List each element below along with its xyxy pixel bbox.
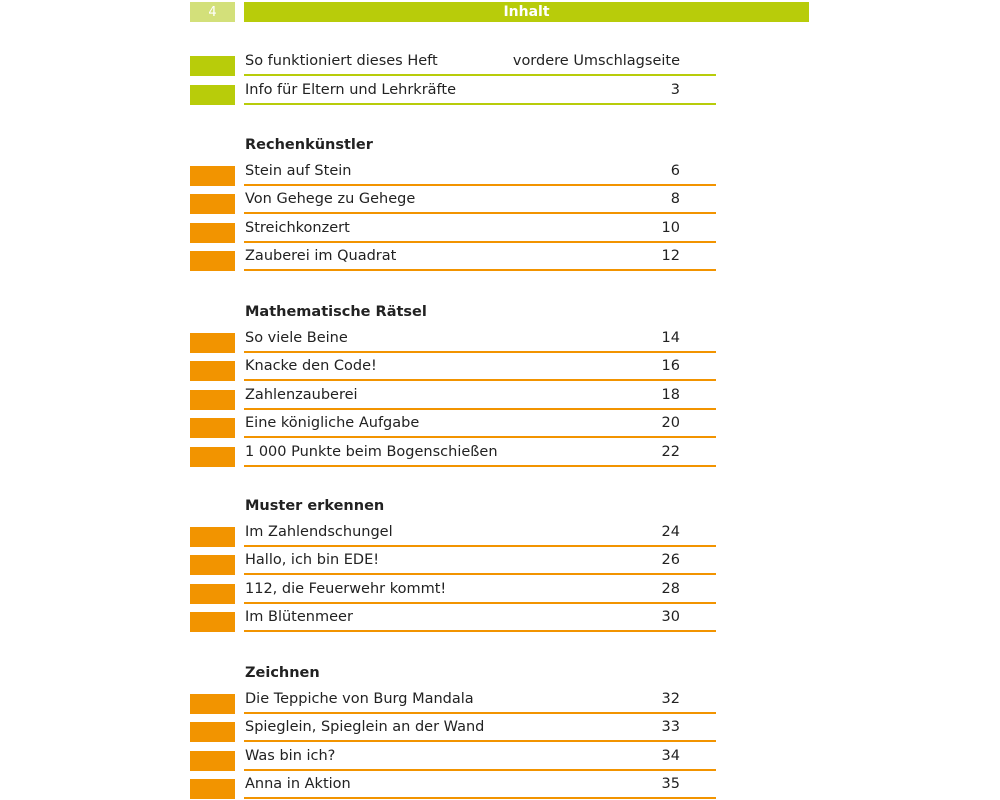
- entry-title: 112, die Feuerwehr kommt!: [245, 580, 447, 597]
- entry-page-number: 8: [670, 191, 680, 208]
- entry-marker: [190, 418, 235, 438]
- entry-page-number: 16: [661, 358, 680, 375]
- toc-entry[interactable]: [190, 186, 716, 214]
- toc-entry[interactable]: [190, 547, 716, 575]
- entry-page-number: 28: [661, 580, 680, 597]
- entry-title: So funktioniert dieses Heft: [245, 53, 438, 69]
- entry-title: Zauberei im Quadrat: [245, 248, 397, 265]
- toc-entry[interactable]: [190, 439, 716, 467]
- toc-entry[interactable]: [190, 325, 716, 353]
- toc-entry[interactable]: [190, 243, 716, 271]
- entry-marker: [190, 527, 235, 547]
- entry-title: Im Zahlendschungel: [245, 524, 393, 540]
- entry-page-number: 6: [670, 163, 680, 179]
- entry-marker: [190, 694, 235, 714]
- entry-marker: [190, 612, 235, 632]
- entry-marker: [190, 555, 235, 575]
- toc-entry[interactable]: [190, 48, 716, 76]
- entry-title: Streichkonzert: [245, 219, 350, 236]
- toc-entry[interactable]: [190, 604, 716, 632]
- toc-entry[interactable]: [190, 215, 716, 243]
- entry-page-number: 34: [661, 747, 680, 764]
- entry-underline: [244, 797, 716, 799]
- entry-title: Knacke den Code!: [245, 358, 377, 375]
- entry-marker: [190, 779, 235, 799]
- entry-title: Eine königliche Aufgabe: [245, 415, 420, 432]
- entry-page-number: 24: [661, 524, 680, 540]
- toc-entry[interactable]: [190, 382, 716, 410]
- entry-page-number: 22: [661, 443, 680, 460]
- entry-page-number: 18: [661, 386, 680, 403]
- entry-marker: [190, 751, 235, 771]
- entry-page-number: 32: [661, 691, 680, 707]
- entry-page-number: 30: [661, 609, 680, 626]
- entry-page-number: 3: [670, 81, 680, 98]
- entry-underline: [244, 269, 716, 271]
- entry-underline: [244, 465, 716, 467]
- entry-title: Die Teppiche von Burg Mandala: [245, 691, 474, 707]
- entry-page-number: 35: [661, 776, 680, 793]
- page-title: Inhalt: [244, 2, 809, 22]
- entry-title: Spieglein, Spieglein an der Wand: [245, 719, 485, 736]
- entry-marker: [190, 85, 235, 105]
- section-heading: Mathematische Rätsel: [245, 304, 427, 320]
- section-heading: Rechenkünstler: [245, 137, 373, 153]
- entry-marker: [190, 333, 235, 353]
- toc-entry[interactable]: [190, 410, 716, 438]
- entry-title: Zahlenzauberei: [245, 386, 358, 403]
- entry-title: Stein auf Stein: [245, 163, 352, 179]
- entry-marker: [190, 166, 235, 186]
- toc-entry[interactable]: [190, 743, 716, 771]
- entry-title: Info für Eltern und Lehrkräfte: [245, 81, 457, 98]
- section-heading: Zeichnen: [245, 665, 320, 681]
- entry-underline: [244, 103, 716, 105]
- entry-title: Anna in Aktion: [245, 776, 351, 793]
- toc-entry[interactable]: [190, 519, 716, 547]
- entry-page-number: vordere Umschlagseite: [512, 53, 680, 69]
- entry-title: So viele Beine: [245, 330, 348, 346]
- entry-marker: [190, 722, 235, 742]
- toc-entry[interactable]: [190, 686, 716, 714]
- entry-page-number: 10: [661, 219, 680, 236]
- entry-page-number: 12: [661, 248, 680, 265]
- entry-marker: [190, 584, 235, 604]
- entry-marker: [190, 361, 235, 381]
- toc-entry[interactable]: [190, 576, 716, 604]
- toc-entry[interactable]: [190, 771, 716, 799]
- entry-page-number: 26: [661, 552, 680, 569]
- entry-page-number: 33: [661, 719, 680, 736]
- entry-title: Im Blütenmeer: [245, 609, 353, 626]
- entry-title: Was bin ich?: [245, 747, 336, 764]
- toc-entry[interactable]: [190, 714, 716, 742]
- toc-entry[interactable]: [190, 353, 716, 381]
- toc-entry[interactable]: [190, 77, 716, 105]
- toc-entry[interactable]: [190, 158, 716, 186]
- entry-marker: [190, 56, 235, 76]
- entry-page-number: 20: [661, 415, 680, 432]
- entry-title: Von Gehege zu Gehege: [245, 191, 416, 208]
- entry-marker: [190, 251, 235, 271]
- entry-marker: [190, 194, 235, 214]
- entry-title: Hallo, ich bin EDE!: [245, 552, 380, 569]
- entry-marker: [190, 390, 235, 410]
- entry-title: 1 000 Punkte beim Bogenschießen: [245, 443, 498, 460]
- entry-marker: [190, 447, 235, 467]
- entry-underline: [244, 630, 716, 632]
- entry-page-number: 14: [661, 330, 680, 346]
- entry-marker: [190, 223, 235, 243]
- page-number: 4: [190, 2, 235, 22]
- section-heading: Muster erkennen: [245, 498, 385, 514]
